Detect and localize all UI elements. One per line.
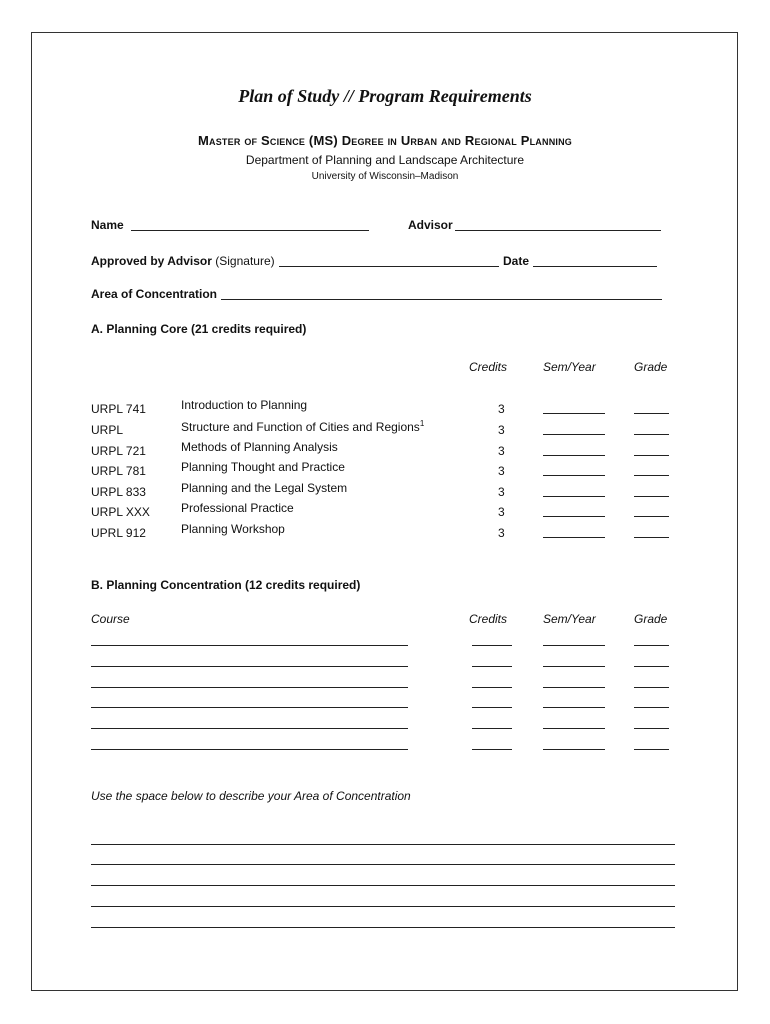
course-field[interactable] bbox=[91, 645, 408, 646]
course-code: URPL 833 bbox=[91, 485, 146, 499]
col-semyear-header: Sem/Year bbox=[543, 360, 596, 374]
date-label: Date bbox=[503, 254, 530, 268]
course-name: Introduction to Planning bbox=[181, 398, 308, 412]
course-code: URPL XXX bbox=[91, 505, 150, 519]
course-credits: 3 bbox=[498, 505, 505, 519]
course-credits: 3 bbox=[498, 444, 505, 458]
course-name: Planning Workshop bbox=[181, 522, 285, 536]
course-field[interactable] bbox=[91, 707, 408, 708]
signature-label: (Signature) bbox=[215, 254, 275, 268]
col-semyear-header: Sem/Year bbox=[543, 612, 596, 626]
col-grade-header: Grade bbox=[634, 612, 668, 626]
footnote-marker: 1 bbox=[419, 419, 425, 428]
grade-field[interactable] bbox=[634, 455, 669, 456]
semyear-field[interactable] bbox=[543, 475, 605, 476]
approved-row bbox=[91, 254, 275, 268]
grade-field[interactable] bbox=[634, 687, 669, 688]
page-title: Plan of Study // Program Requirements bbox=[238, 86, 532, 106]
grade-field[interactable] bbox=[634, 666, 669, 667]
advisor-label: Advisor bbox=[408, 218, 453, 232]
date-field[interactable] bbox=[533, 266, 657, 267]
credits-field[interactable] bbox=[472, 687, 512, 688]
semyear-field[interactable] bbox=[543, 516, 605, 517]
course-credits: 3 bbox=[498, 485, 505, 499]
course-field[interactable] bbox=[91, 728, 408, 729]
credits-field[interactable] bbox=[472, 707, 512, 708]
grade-field[interactable] bbox=[634, 707, 669, 708]
semyear-field[interactable] bbox=[543, 749, 605, 750]
course-name: Planning and the Legal System bbox=[181, 481, 348, 495]
grade-field[interactable] bbox=[634, 537, 669, 538]
degree-subtitle: Master of Science (MS) Degree in Urban and Regional Planning bbox=[197, 133, 572, 148]
course-name: Planning Thought and Practice bbox=[181, 460, 345, 474]
name-field[interactable] bbox=[131, 230, 369, 231]
credits-field[interactable] bbox=[472, 666, 512, 667]
area-label: Area of Concentration bbox=[91, 287, 218, 301]
name-label: Name bbox=[91, 218, 124, 232]
credits-field[interactable] bbox=[472, 749, 512, 750]
course-code: URPL bbox=[91, 423, 124, 437]
grade-field[interactable] bbox=[634, 413, 669, 414]
course-name: Methods of Planning Analysis bbox=[181, 440, 338, 454]
area-field[interactable] bbox=[221, 299, 662, 300]
university-name: University of Wisconsin–Madison bbox=[311, 171, 459, 182]
description-prompt: Use the space below to describe your Area of Concentration bbox=[91, 789, 411, 803]
semyear-field[interactable] bbox=[543, 707, 605, 708]
semyear-field[interactable] bbox=[543, 645, 605, 646]
description-line[interactable] bbox=[91, 885, 675, 886]
course-code: UPRL 912 bbox=[91, 526, 146, 540]
course-credits: 3 bbox=[498, 402, 505, 416]
course-code: URPL 721 bbox=[91, 444, 146, 458]
course-code: URPL 781 bbox=[91, 464, 146, 478]
semyear-field[interactable] bbox=[543, 728, 605, 729]
credits-field[interactable] bbox=[472, 645, 512, 646]
grade-field[interactable] bbox=[634, 645, 669, 646]
description-line[interactable] bbox=[91, 864, 675, 865]
col-course-header: Course bbox=[91, 612, 130, 626]
semyear-field[interactable] bbox=[543, 413, 605, 414]
col-credits-header: Credits bbox=[469, 612, 508, 626]
course-credits: 3 bbox=[498, 464, 505, 478]
course-field[interactable] bbox=[91, 666, 408, 667]
description-line[interactable] bbox=[91, 927, 675, 928]
approved-label: Approved by Advisor bbox=[91, 254, 212, 268]
credits-field[interactable] bbox=[472, 728, 512, 729]
semyear-field[interactable] bbox=[543, 537, 605, 538]
course-code: URPL 741 bbox=[91, 402, 146, 416]
course-credits: 3 bbox=[498, 526, 505, 540]
grade-field[interactable] bbox=[634, 728, 669, 729]
course-name: Professional Practice bbox=[181, 501, 294, 515]
grade-field[interactable] bbox=[634, 516, 669, 517]
description-line[interactable] bbox=[91, 844, 675, 845]
course-name: Structure and Function of Cities and Regions$^1$ bbox=[181, 419, 425, 434]
signature-field[interactable] bbox=[279, 266, 499, 267]
col-grade-header: Grade bbox=[634, 360, 668, 374]
semyear-field[interactable] bbox=[543, 434, 605, 435]
semyear-field[interactable] bbox=[543, 496, 605, 497]
grade-field[interactable] bbox=[634, 496, 669, 497]
section-a-heading: A. Planning Core (21 credits required) bbox=[91, 322, 307, 336]
course-field[interactable] bbox=[91, 749, 408, 750]
grade-field[interactable] bbox=[634, 749, 669, 750]
department-name: Department of Planning and Landscape Architecture bbox=[245, 153, 525, 167]
course-field[interactable] bbox=[91, 687, 408, 688]
advisor-field[interactable] bbox=[455, 230, 661, 231]
course-credits: 3 bbox=[498, 423, 505, 437]
semyear-field[interactable] bbox=[543, 687, 605, 688]
section-b-heading: B. Planning Concentration (12 credits required) bbox=[91, 578, 361, 592]
semyear-field[interactable] bbox=[543, 455, 605, 456]
semyear-field[interactable] bbox=[543, 666, 605, 667]
grade-field[interactable] bbox=[634, 475, 669, 476]
description-line[interactable] bbox=[91, 906, 675, 907]
col-credits-header: Credits bbox=[469, 360, 508, 374]
grade-field[interactable] bbox=[634, 434, 669, 435]
